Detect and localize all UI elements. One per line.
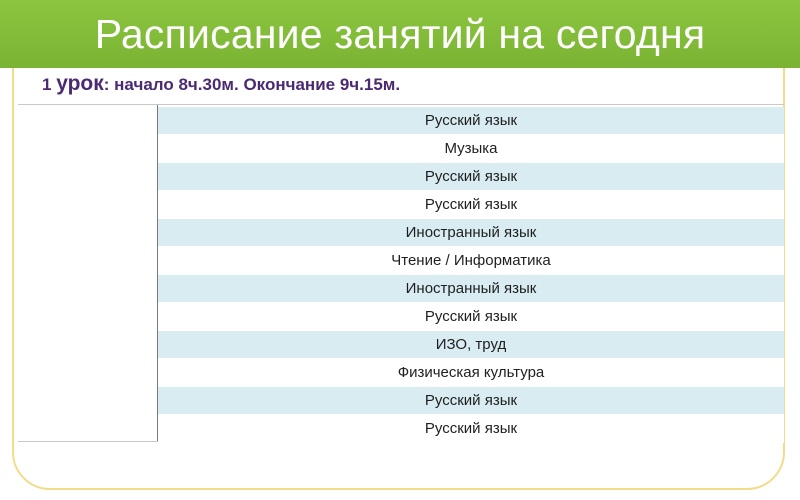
lesson-word: урок bbox=[56, 72, 104, 95]
table-row: Иностранный язык bbox=[158, 219, 784, 247]
lesson-time-text: : начало 8ч.30м. Окончание 9ч.15м. bbox=[103, 75, 401, 94]
schedule-left-column bbox=[18, 105, 158, 441]
table-row: Физическая культура bbox=[158, 359, 784, 387]
table-row: Русский язык bbox=[158, 415, 784, 443]
table-row: Русский язык bbox=[158, 191, 784, 219]
table-row: Русский язык bbox=[158, 387, 784, 415]
table-row: ИЗО, труд bbox=[158, 331, 784, 359]
table-row: Чтение / Информатика bbox=[158, 247, 784, 275]
slide-title: Расписание занятий на сегодня bbox=[0, 0, 800, 68]
lesson-number: 1 bbox=[42, 75, 52, 94]
table-row: Иностранный язык bbox=[158, 275, 784, 303]
lesson-time-heading bbox=[42, 72, 400, 96]
table-row: Русский язык bbox=[158, 303, 784, 331]
table-row: Русский язык bbox=[158, 163, 784, 191]
schedule-rows bbox=[158, 107, 784, 443]
table-row: Музыка bbox=[158, 135, 784, 163]
table-row: Русский язык bbox=[158, 107, 784, 135]
schedule-table bbox=[18, 104, 784, 442]
